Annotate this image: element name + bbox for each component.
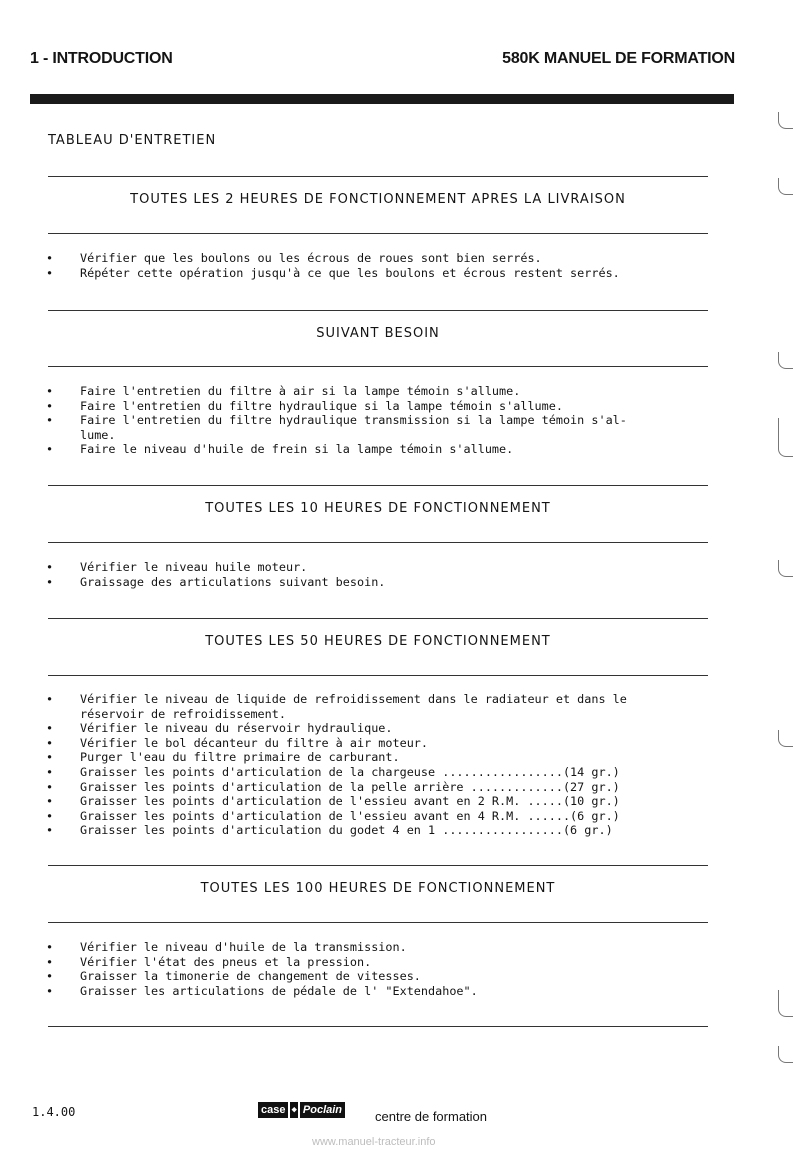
- section-heading: TOUTES LES 10 HEURES DE FONCTIONNEMENT: [205, 501, 551, 516]
- section-heading: TOUTES LES 50 HEURES DE FONCTIONNEMENT: [205, 634, 551, 649]
- logo-case: case: [258, 1102, 288, 1118]
- section-list: [46, 940, 726, 998]
- header-bar: [30, 94, 734, 104]
- binder-tab-mark: [778, 560, 793, 577]
- divider: [48, 366, 708, 367]
- list-item: • Graisser les points d'articulation de l'essieu avant en 4 R.M. ......(6 gr.): [46, 808, 620, 823]
- divider: [48, 176, 708, 177]
- section-list: [46, 560, 726, 589]
- list-item: • Graissage des articulations suivant besoin.: [46, 574, 386, 589]
- divider: [48, 922, 708, 923]
- list-item: • Vérifier le niveau huile moteur.: [46, 560, 308, 574]
- header-chapter: 1 - INTRODUCTION: [30, 50, 173, 67]
- list-item: • Vérifier que les boulons ou les écrous de roues sont bien serrés.: [46, 251, 542, 265]
- divider: [48, 233, 708, 234]
- binder-tab-mark: [778, 1046, 793, 1063]
- list-item: • Vérifier le bol décanteur du filtre à air moteur.: [46, 735, 429, 750]
- list-item: • Graisser les points d'articulation de la pelle arrière .............(27 gr.): [46, 779, 620, 794]
- binder-tab-mark: [778, 112, 793, 129]
- list-item: • Graisser la timonerie de changement de vitesses.: [46, 969, 421, 984]
- list-item: • Faire l'entretien du filtre hydraulique transmission si la lampe témoin s'al- lume.: [46, 413, 627, 442]
- binder-tab-mark: [778, 178, 793, 195]
- divider: [48, 618, 708, 619]
- divider: [48, 310, 708, 311]
- list-item: • Graisser les points d'articulation du godet 4 en 1 .................(6 gr.): [46, 823, 613, 838]
- list-item: • Faire l'entretien du filtre hydraulique si la lampe témoin s'allume.: [46, 398, 563, 413]
- section-list: [46, 384, 726, 457]
- section-heading: TOUTES LES 100 HEURES DE FONCTIONNEMENT: [200, 881, 556, 896]
- list-item: • Vérifier le niveau de liquide de refroidissement dans le radiateur et dans le réservoir de refroidissement.: [46, 692, 627, 721]
- list-item: • Faire le niveau d'huile de frein si la lampe témoin s'allume.: [46, 442, 514, 457]
- binder-tab-mark: [778, 418, 793, 457]
- diamond-icon: ◆: [290, 1102, 297, 1118]
- divider: [48, 1026, 708, 1027]
- list-item: • Purger l'eau du filtre primaire de carburant.: [46, 750, 400, 765]
- section-heading: TOUTES LES 2 HEURES DE FONCTIONNEMENT APRES LA LIVRAISON: [130, 192, 626, 207]
- page-number: 1.4.00: [32, 1105, 76, 1119]
- section-heading: SUIVANT BESOIN: [316, 326, 440, 341]
- header-manual-title: 580K MANUEL DE FORMATION: [502, 50, 735, 67]
- binder-tab-mark: [778, 730, 793, 747]
- list-item: • Vérifier le niveau d'huile de la transmission.: [46, 940, 407, 954]
- divider: [48, 485, 708, 486]
- watermark-url: www.manuel-tracteur.info: [312, 1136, 436, 1148]
- list-item: • Répéter cette opération jusqu'à ce que les boulons et écrous restent serrés.: [46, 265, 620, 280]
- section-list: [46, 251, 726, 280]
- page-title: TABLEAU D'ENTRETIEN: [48, 133, 217, 148]
- list-item: • Vérifier le niveau du réservoir hydraulique.: [46, 721, 393, 736]
- divider: [48, 542, 708, 543]
- list-item: • Graisser les points d'articulation de la chargeuse .................(14 gr.): [46, 764, 620, 779]
- divider: [48, 675, 708, 676]
- logo-poclain: Poclain: [300, 1102, 345, 1118]
- list-item: • Graisser les articulations de pédale de l' "Extendahoe".: [46, 983, 478, 998]
- footer-centre: centre de formation: [375, 1109, 488, 1124]
- list-item: • Vérifier l'état des pneus et la pression.: [46, 954, 372, 969]
- list-item: • Graisser les points d'articulation de l'essieu avant en 2 R.M. .....(10 gr.): [46, 794, 620, 809]
- section-list: [46, 692, 726, 838]
- list-item: • Faire l'entretien du filtre à air si la lampe témoin s'allume.: [46, 384, 521, 398]
- case-poclain-logo: [258, 1102, 345, 1118]
- binder-tab-mark: [778, 352, 793, 369]
- binder-tab-mark: [778, 990, 793, 1017]
- divider: [48, 865, 708, 866]
